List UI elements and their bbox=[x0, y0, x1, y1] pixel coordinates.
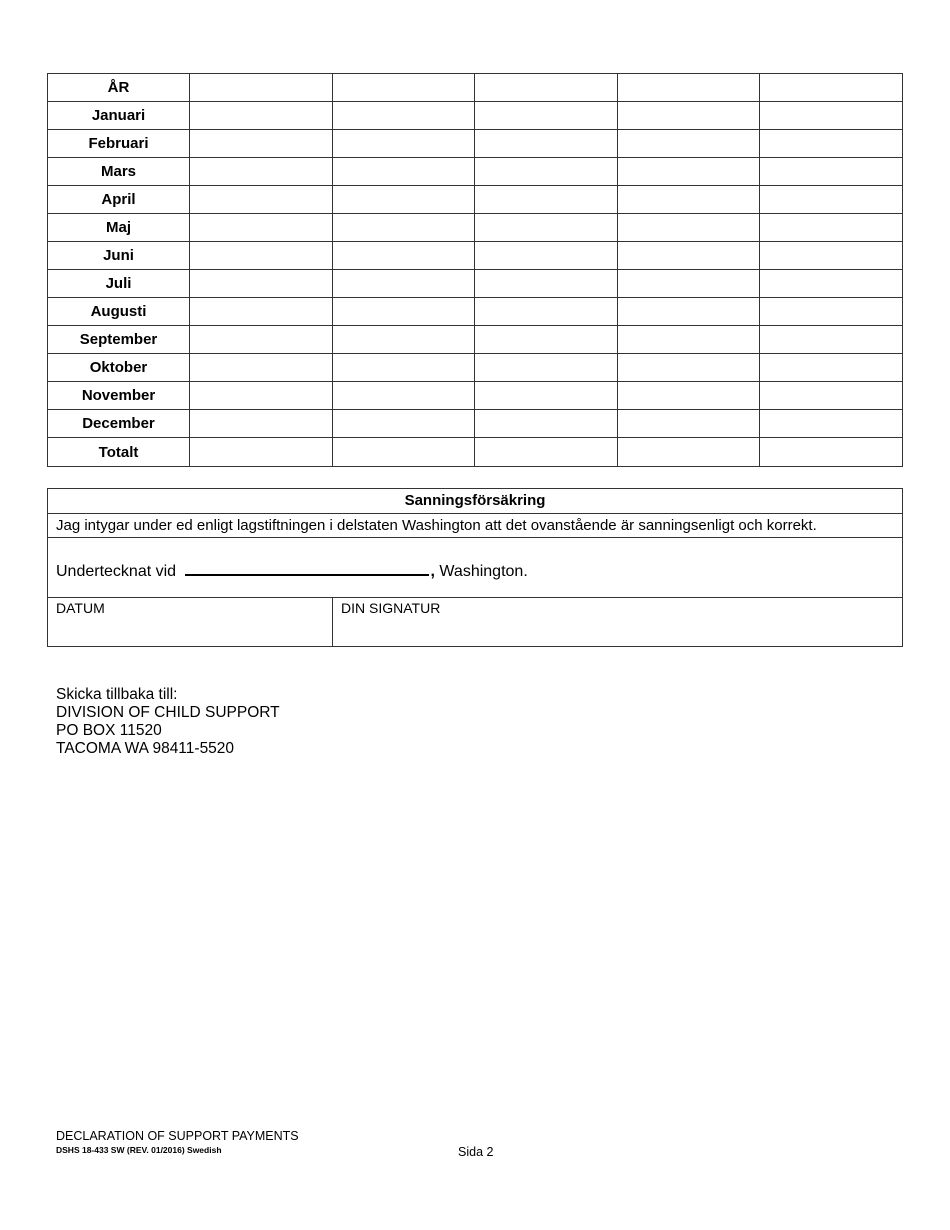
table-row bbox=[48, 382, 903, 410]
amount-cell[interactable] bbox=[190, 270, 333, 298]
amount-cell[interactable] bbox=[475, 382, 618, 410]
amount-cell[interactable] bbox=[617, 410, 760, 438]
table-row bbox=[48, 298, 903, 326]
table-row bbox=[48, 354, 903, 382]
amount-cell[interactable] bbox=[190, 326, 333, 354]
table-row bbox=[48, 130, 903, 158]
signed-comma: , bbox=[430, 563, 435, 580]
amount-cell[interactable] bbox=[760, 382, 903, 410]
amount-cell[interactable] bbox=[475, 102, 618, 130]
amount-cell[interactable] bbox=[617, 242, 760, 270]
amount-cell[interactable] bbox=[760, 326, 903, 354]
amount-cell[interactable] bbox=[475, 214, 618, 242]
year-header: ÅR bbox=[48, 74, 190, 102]
table-row bbox=[48, 158, 903, 186]
amount-cell[interactable] bbox=[760, 438, 903, 467]
month-label: November bbox=[48, 382, 190, 410]
amount-cell[interactable] bbox=[617, 354, 760, 382]
footer-page-number: Sida 2 bbox=[458, 1145, 494, 1159]
amount-cell[interactable] bbox=[332, 102, 475, 130]
return-address bbox=[56, 686, 280, 758]
amount-cell[interactable] bbox=[190, 214, 333, 242]
month-label: Juli bbox=[48, 270, 190, 298]
amount-cell[interactable] bbox=[617, 102, 760, 130]
amount-cell[interactable] bbox=[475, 354, 618, 382]
declaration-statement: Jag intygar under ed enligt lagstiftningen i delstaten Washington att det ovanstående är sanningsenligt och korrekt. bbox=[48, 514, 902, 538]
amount-cell[interactable] bbox=[760, 242, 903, 270]
table-row bbox=[48, 102, 903, 130]
state-label: Washington. bbox=[439, 563, 528, 580]
table-row bbox=[48, 326, 903, 354]
amount-cell[interactable] bbox=[190, 382, 333, 410]
date-field[interactable] bbox=[48, 598, 333, 646]
amount-cell[interactable] bbox=[617, 298, 760, 326]
year-input-5[interactable] bbox=[760, 74, 903, 102]
amount-cell[interactable] bbox=[190, 410, 333, 438]
return-line-1: DIVISION OF CHILD SUPPORT bbox=[56, 704, 280, 721]
payments-table bbox=[47, 73, 903, 467]
amount-cell[interactable] bbox=[190, 102, 333, 130]
amount-cell[interactable] bbox=[617, 326, 760, 354]
table-row bbox=[48, 214, 903, 242]
footer-form-title: DECLARATION OF SUPPORT PAYMENTS bbox=[56, 1129, 299, 1143]
signed-location-field[interactable] bbox=[185, 560, 429, 576]
amount-cell[interactable] bbox=[475, 410, 618, 438]
amount-cell[interactable] bbox=[475, 326, 618, 354]
amount-cell[interactable] bbox=[617, 382, 760, 410]
return-intro: Skicka tillbaka till: bbox=[56, 686, 178, 703]
payments-table-body bbox=[48, 74, 903, 467]
amount-cell[interactable] bbox=[617, 438, 760, 467]
return-line-2: PO BOX 11520 bbox=[56, 722, 162, 739]
amount-cell[interactable] bbox=[475, 130, 618, 158]
amount-cell[interactable] bbox=[760, 214, 903, 242]
signature-label: DIN SIGNATUR bbox=[341, 600, 441, 616]
amount-cell[interactable] bbox=[617, 186, 760, 214]
month-label: April bbox=[48, 186, 190, 214]
amount-cell[interactable] bbox=[332, 410, 475, 438]
table-row bbox=[48, 186, 903, 214]
amount-cell[interactable] bbox=[332, 158, 475, 186]
amount-cell[interactable] bbox=[475, 438, 618, 467]
signature-field[interactable] bbox=[333, 598, 902, 646]
declaration-title: Sanningsförsäkring bbox=[48, 489, 902, 514]
amount-cell[interactable] bbox=[475, 270, 618, 298]
amount-cell[interactable] bbox=[332, 326, 475, 354]
amount-cell[interactable] bbox=[332, 438, 475, 467]
amount-cell[interactable] bbox=[190, 158, 333, 186]
year-input-4[interactable] bbox=[617, 74, 760, 102]
month-label: Januari bbox=[48, 102, 190, 130]
amount-cell[interactable] bbox=[190, 130, 333, 158]
signed-location-line bbox=[56, 560, 528, 581]
amount-cell[interactable] bbox=[760, 354, 903, 382]
signed-location-row bbox=[48, 538, 902, 598]
total-row bbox=[48, 438, 903, 467]
amount-cell[interactable] bbox=[475, 186, 618, 214]
amount-cell[interactable] bbox=[760, 298, 903, 326]
year-input-2[interactable] bbox=[332, 74, 475, 102]
month-label: September bbox=[48, 326, 190, 354]
year-input-1[interactable] bbox=[190, 74, 333, 102]
date-signature-row bbox=[48, 598, 902, 646]
footer-form-number: DSHS 18-433 SW (REV. 01/2016) Swedish bbox=[56, 1145, 222, 1155]
amount-cell[interactable] bbox=[332, 382, 475, 410]
amount-cell[interactable] bbox=[332, 186, 475, 214]
amount-cell[interactable] bbox=[617, 158, 760, 186]
amount-cell[interactable] bbox=[475, 298, 618, 326]
table-row bbox=[48, 410, 903, 438]
amount-cell[interactable] bbox=[190, 242, 333, 270]
amount-cell[interactable] bbox=[475, 242, 618, 270]
amount-cell[interactable] bbox=[190, 354, 333, 382]
return-line-3: TACOMA WA 98411-5520 bbox=[56, 740, 235, 757]
amount-cell[interactable] bbox=[332, 270, 475, 298]
table-header-row bbox=[48, 74, 903, 102]
amount-cell[interactable] bbox=[332, 298, 475, 326]
amount-cell[interactable] bbox=[617, 270, 760, 298]
date-label: DATUM bbox=[56, 600, 105, 616]
month-label: Augusti bbox=[48, 298, 190, 326]
amount-cell[interactable] bbox=[760, 410, 903, 438]
amount-cell[interactable] bbox=[617, 130, 760, 158]
month-label: Juni bbox=[48, 242, 190, 270]
total-label: Totalt bbox=[48, 438, 190, 467]
amount-cell[interactable] bbox=[190, 186, 333, 214]
amount-cell[interactable] bbox=[760, 186, 903, 214]
year-input-3[interactable] bbox=[475, 74, 618, 102]
month-label: Oktober bbox=[48, 354, 190, 382]
amount-cell[interactable] bbox=[760, 130, 903, 158]
month-label: Maj bbox=[48, 214, 190, 242]
amount-cell[interactable] bbox=[475, 158, 618, 186]
amount-cell[interactable] bbox=[332, 130, 475, 158]
amount-cell[interactable] bbox=[760, 158, 903, 186]
amount-cell[interactable] bbox=[760, 102, 903, 130]
month-label: Februari bbox=[48, 130, 190, 158]
table-row bbox=[48, 242, 903, 270]
amount-cell[interactable] bbox=[760, 270, 903, 298]
amount-cell[interactable] bbox=[332, 354, 475, 382]
table-row bbox=[48, 270, 903, 298]
amount-cell[interactable] bbox=[190, 298, 333, 326]
amount-cell[interactable] bbox=[190, 438, 333, 467]
declaration-box bbox=[47, 488, 903, 647]
amount-cell[interactable] bbox=[332, 214, 475, 242]
amount-cell[interactable] bbox=[617, 214, 760, 242]
signed-at-label: Undertecknat vid bbox=[56, 563, 177, 580]
month-label: December bbox=[48, 410, 190, 438]
month-label: Mars bbox=[48, 158, 190, 186]
amount-cell[interactable] bbox=[332, 242, 475, 270]
